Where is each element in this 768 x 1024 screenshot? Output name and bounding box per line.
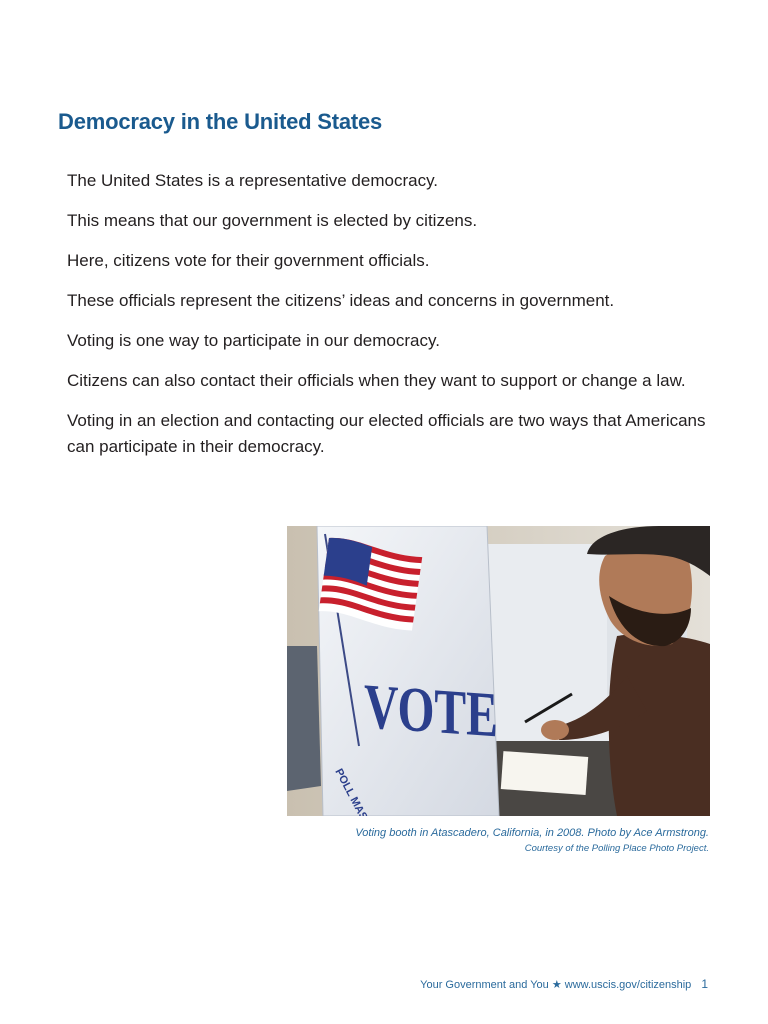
caption-line: Voting booth in Atascadero, California, in 2008. Photo by Ace Armstrong. xyxy=(355,827,709,839)
voter-hand xyxy=(541,720,569,740)
page-footer xyxy=(420,977,708,991)
paragraph: Citizens can also contact their officials when they want to support or change a law. xyxy=(67,371,686,390)
photo-caption xyxy=(355,825,709,857)
paragraph: This means that our government is elected by citizens. xyxy=(67,211,478,230)
page-number: 1 xyxy=(701,977,708,991)
paragraph: Here, citizens vote for their government officials. xyxy=(67,251,430,270)
person-left-silhouette xyxy=(287,646,321,791)
voter-body xyxy=(609,634,710,816)
vote-sign-text: VOTE xyxy=(364,671,498,752)
paragraph: Voting in an election and contacting our elected officials are two ways that Americans can participate in their democracy. xyxy=(67,411,706,456)
voting-booth-photo xyxy=(287,526,710,816)
body-text xyxy=(67,168,727,474)
footer-text: Your Government and You ★ www.uscis.gov/citizenship xyxy=(420,979,692,991)
paragraph: The United States is a representative democracy. xyxy=(67,171,439,190)
ballot-paper xyxy=(501,751,588,795)
paragraph: These officials represent the citizens’ ideas and concerns in government. xyxy=(67,291,615,310)
page-title: Democracy in the United States xyxy=(58,109,383,134)
caption-credit: Courtesy of the Polling Place Photo Project. xyxy=(524,843,709,854)
paragraph: Voting is one way to participate in our democracy. xyxy=(67,331,440,350)
